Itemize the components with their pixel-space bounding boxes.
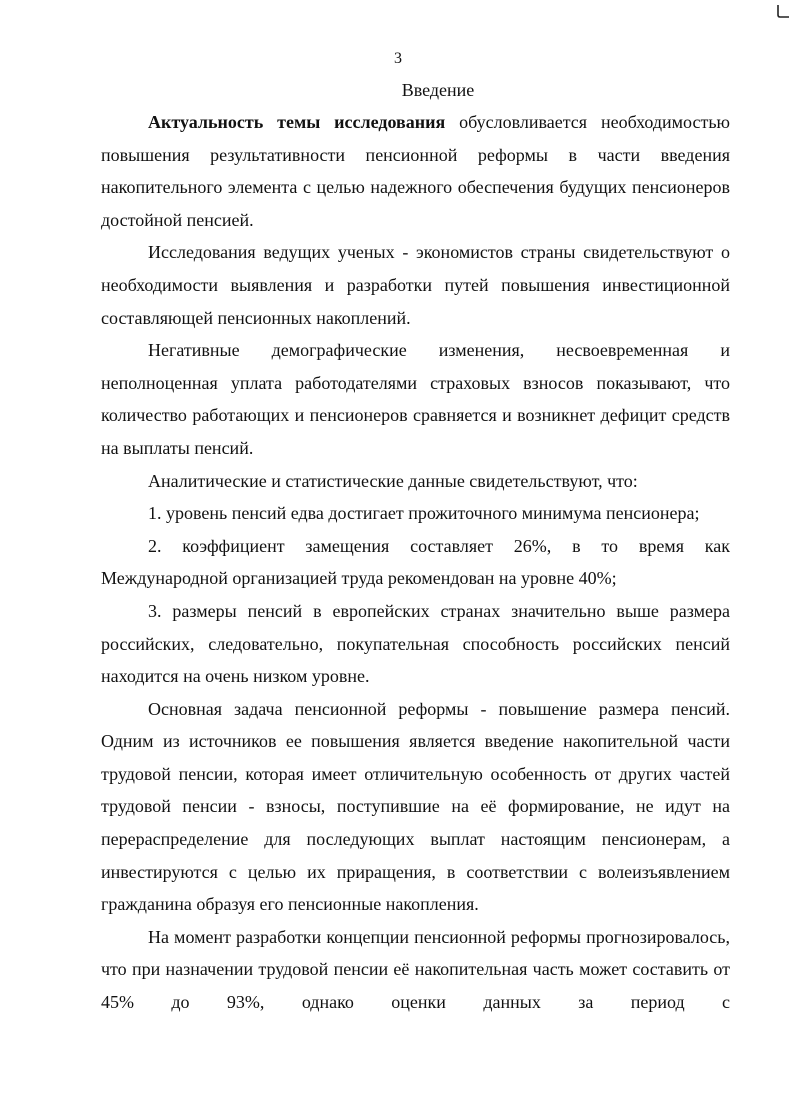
paragraph-4: Аналитические и статистические данные свидетельствуют, что: (148, 470, 638, 491)
paragraph-5: Основная задача пенсионной реформы - повышение размера пенсий. Одним из источников ее повышения является введение накопительной части трудовой пенсии, которая имеет отличительную особенность от других частей трудовой пенсии - взносы, поступившие на её формирование, не идут на перераспределение для последующих выплат настоящим пенсионерам, а инвестируются с целью их приращения, в соответствии с волеизъявлением гражданина образуя его пенсионные накопления. (101, 698, 730, 915)
paragraph-2: Исследования ведущих ученых - экономистов страны свидетельствуют о необходимости выявления и разработки путей повышения инвестиционной составляющей пенсионных накоплений. (101, 242, 730, 328)
paragraph-1-bold-lead: Актуальность темы исследования (148, 112, 446, 132)
paragraph-1-text: обусловливается необходимостью повышения результативности пенсионной реформы в части введения накопительного элемента с целью надежного обеспечения будущих пенсионеров достойной пенсией. (101, 112, 731, 230)
corner-bracket-icon (776, 4, 790, 18)
body-text (101, 106, 730, 1019)
list-item-1: 1. уровень пенсий едва достигает прожиточного минимума пенсионера; (148, 503, 700, 524)
list-item-3: 3. размеры пенсий в европейских странах значительно выше размера российских, следовательно, покупательная способность российских пенсий находится на очень низком уровне. (101, 600, 730, 687)
list-item-2: 2. коэффициент замещения составляет 26%, в то время как Международной организацией труда рекомендован на уровне 40%; (101, 535, 730, 589)
paragraph-3: Негативные демографические изменения, несвоевременная и неполноценная уплата работодателями страховых взносов показывают, что количество работающих и пенсионеров сравняется и возникнет дефицит средств на выплаты пенсий. (101, 340, 730, 458)
paragraph-1 (101, 106, 730, 236)
section-heading: Введение (401, 80, 475, 100)
paragraph-6: На момент разработки концепции пенсионной реформы прогнозировалось, что при назначении трудовой пенсии её накопительная часть может составить от 45% до 93%, однако оценки данных за период с (101, 926, 730, 1013)
page-number: 3 (394, 50, 402, 67)
